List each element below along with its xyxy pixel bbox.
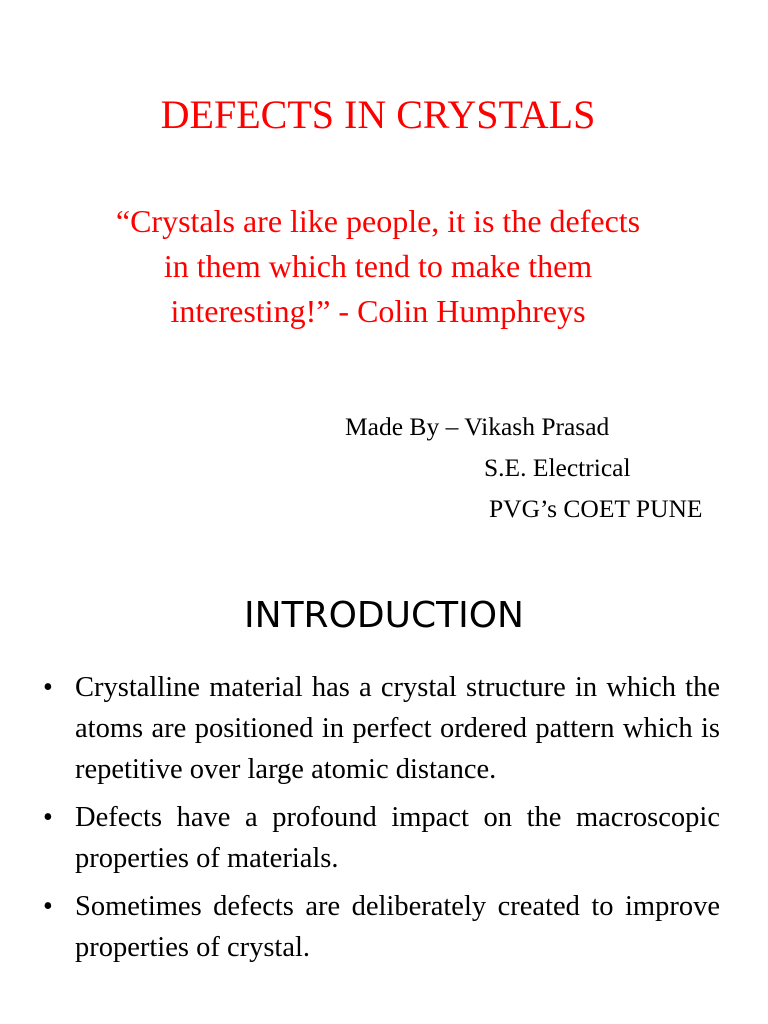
bullet-icon: • — [43, 802, 53, 833]
list-item — [0, 886, 720, 968]
section-title: INTRODUCTION — [244, 595, 524, 636]
list-item — [0, 667, 720, 790]
credit-college: PVG’s COET PUNE — [489, 494, 703, 523]
introduction-slide — [0, 580, 768, 1024]
quote-line: “Crystals are like people, it is the defects — [115, 203, 641, 239]
bullet-icon: • — [43, 672, 53, 703]
bullet-list — [0, 667, 768, 968]
credit-made-by: Made By – Vikash Prasad — [345, 412, 610, 441]
bullet-text: Sometimes defects are deliberately created to improve properties of crystal. — [75, 891, 720, 963]
bullet-text: Defects have a profound impact on the macroscopic properties of materials. — [75, 802, 720, 874]
slide-title: DEFECTS IN CRYSTALS — [160, 92, 596, 137]
quote — [40, 199, 716, 334]
quote-line: interesting!” - Colin Humphreys — [170, 293, 586, 329]
credit-department: S.E. Electrical — [484, 453, 631, 482]
bullet-text: Crystalline material has a crystal structure in which the atoms are positioned in perfect ordered pattern which is repetitive over large atomic distance. — [75, 672, 720, 785]
list-item — [0, 797, 720, 879]
bullet-icon: • — [43, 891, 53, 922]
quote-line: in them which tend to make them — [163, 248, 593, 284]
